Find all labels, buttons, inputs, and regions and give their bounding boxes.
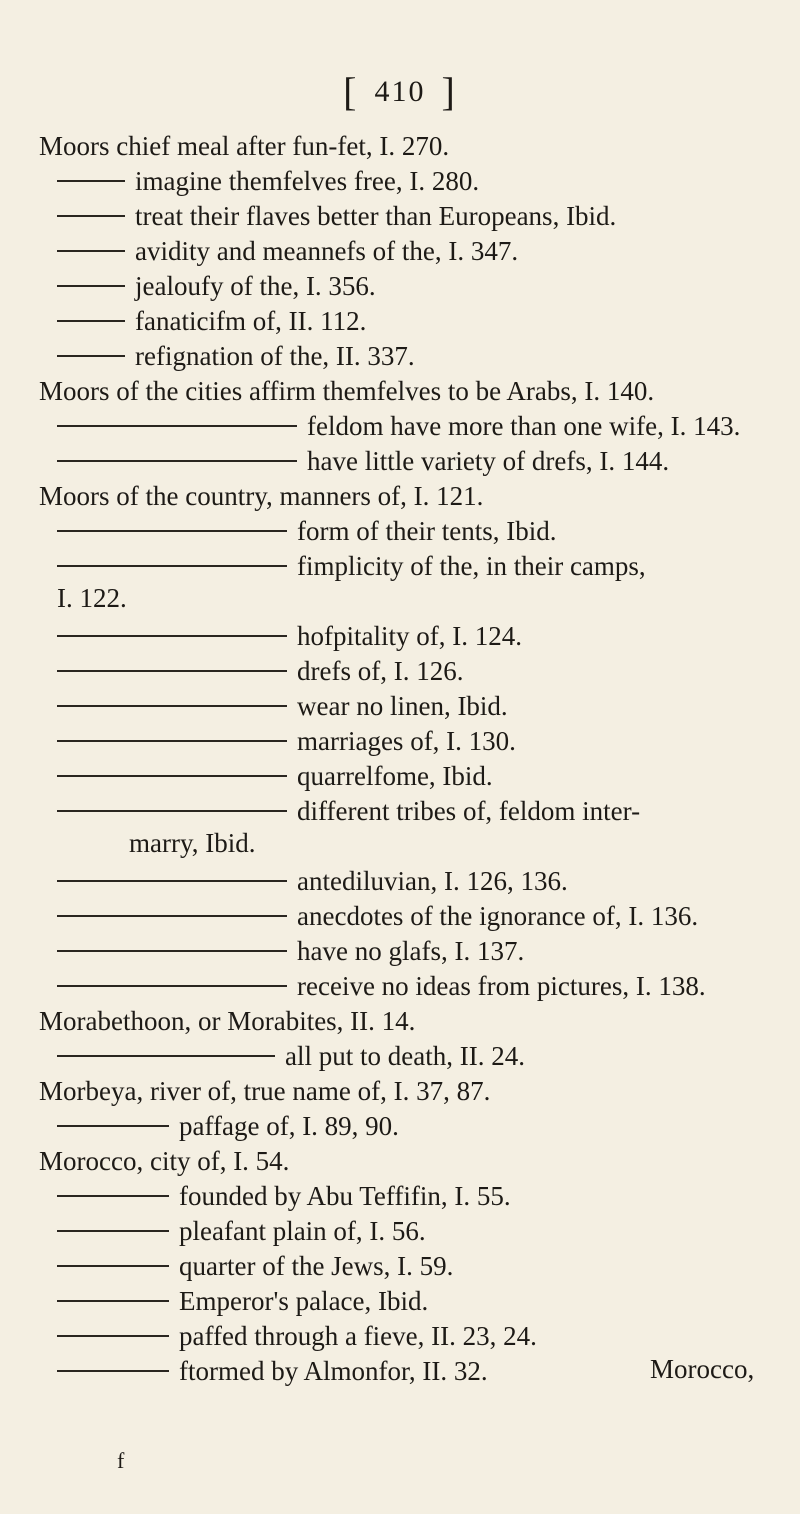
index-subentry: fimplicity of the, in their camps,	[57, 545, 646, 581]
index-subentry: jealoufy of the, I. 356.	[57, 265, 376, 301]
index-subentry: pleafant plain of, I. 56.	[57, 1210, 426, 1246]
index-entry: Morocco, city of, I. 54.	[39, 1145, 290, 1176]
index-entry: Moors of the cities affirm themfelves to be Arabs, I. 140.	[39, 375, 655, 406]
index-subentry: refignation of the, II. 337.	[57, 335, 415, 371]
index-subentry: treat their flaves better than Europeans, Ibid.	[57, 195, 616, 231]
index-subentry: all put to death, II. 24.	[57, 1035, 525, 1071]
index-subentry: paffage of, I. 89, 90.	[57, 1105, 399, 1141]
catchword: Morocco,	[650, 1354, 755, 1384]
index-subentry: form of their tents, Ibid.	[57, 510, 556, 546]
index-subentry: antediluvian, I. 126, 136.	[57, 860, 568, 896]
signature-mark: f	[117, 1448, 125, 1473]
page-number: 410	[374, 75, 426, 108]
index-subentry: have little variety of drefs, I. 144.	[57, 440, 669, 476]
index-subentry: imagine themfelves free, I. 280.	[57, 160, 479, 196]
index-subentry: receive no ideas from pictures, I. 138.	[57, 965, 706, 1001]
entry-continuation: I. 122.	[57, 583, 127, 613]
index-subentry: anecdotes of the ignorance of, I. 136.	[57, 895, 698, 931]
index-subentry: drefs of, I. 126.	[57, 650, 463, 686]
index-entry: Moors of the country, manners of, I. 121.	[39, 480, 484, 511]
page-header	[0, 68, 800, 115]
index-subentry: founded by Abu Teffifin, I. 55.	[57, 1175, 511, 1211]
index-subentry: wear no linen, Ibid.	[57, 685, 508, 721]
index-subentry: different tribes of, feldom inter-	[57, 790, 640, 826]
entry-continuation: marry, Ibid.	[129, 828, 256, 858]
index-subentry: fanaticifm of, II. 112.	[57, 300, 366, 336]
index-subentry: hofpitality of, I. 124.	[57, 615, 522, 651]
index-subentry: quarter of the Jews, I. 59.	[57, 1245, 453, 1281]
close-bracket: ]	[441, 69, 457, 114]
index-subentry: Emperor's palace, Ibid.	[57, 1280, 428, 1316]
index-subentry: paffed through a fieve, II. 23, 24.	[57, 1315, 537, 1351]
index-subentry: ftormed by Almonfor, II. 32.	[57, 1350, 488, 1386]
open-bracket: [	[343, 69, 359, 114]
index-entry: Morabethoon, or Morabites, II. 14.	[39, 1005, 416, 1036]
index-subentry: marriages of, I. 130.	[57, 720, 516, 756]
index-subentry: feldom have more than one wife, I. 143.	[57, 405, 740, 441]
index-subentry: quarrelfome, Ibid.	[57, 755, 493, 791]
index-subentry: avidity and meannefs of the, I. 347.	[57, 230, 518, 266]
index-entry: Moors chief meal after fun-fet, I. 270.	[39, 130, 450, 161]
index-entry: Morbeya, river of, true name of, I. 37, 87.	[39, 1075, 491, 1106]
index-subentry: have no glafs, I. 137.	[57, 930, 524, 966]
